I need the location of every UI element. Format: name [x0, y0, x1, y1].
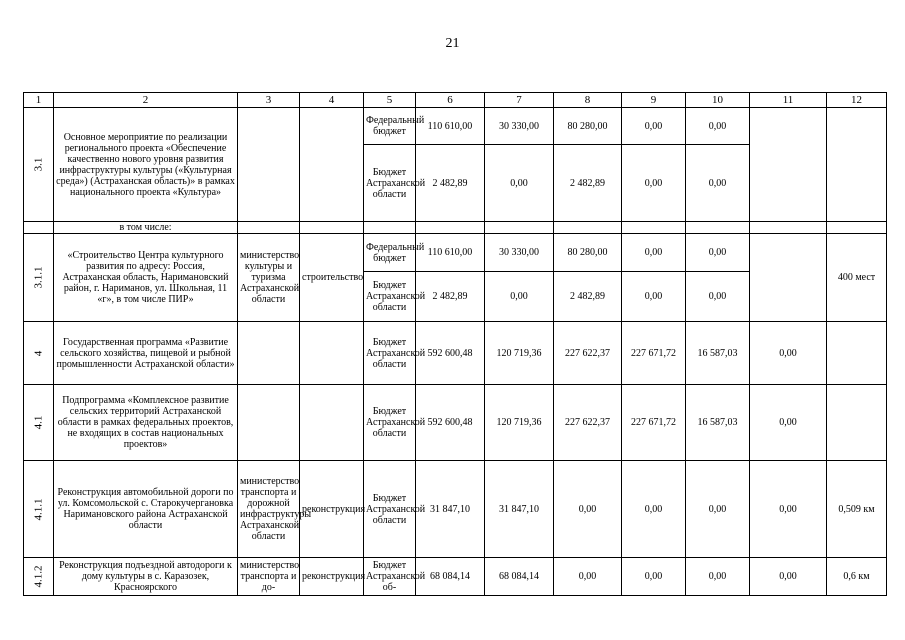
row-code: 4.1.2	[32, 565, 44, 588]
cell: 0,00	[622, 234, 686, 272]
row-code: 3.1.1	[32, 266, 44, 289]
funding-source: Бюджет Астраханской об-	[364, 558, 416, 596]
table-row	[24, 222, 887, 234]
col-header: 7	[485, 93, 554, 108]
col-header: 3	[238, 93, 300, 108]
cell: 0,00	[686, 108, 750, 145]
col-header: 6	[416, 93, 485, 108]
cell: 227 622,37	[554, 322, 622, 385]
row-name: Реконструкция подъездной автодороги к дому культуры в с. Каразозек, Красноярского	[54, 558, 238, 596]
funding-source: Бюджет Астраханской области	[364, 272, 416, 322]
cell: 68 084,14	[485, 558, 554, 596]
col-header: 11	[750, 93, 827, 108]
executor: министерство культуры и туризма Астраханской области	[238, 234, 300, 322]
work-type: реконструкция	[300, 558, 364, 596]
col-header: 5	[364, 93, 416, 108]
col-header: 10	[686, 93, 750, 108]
cell: 16 587,03	[686, 385, 750, 461]
col-header: 2	[54, 93, 238, 108]
cell: 110 610,00	[416, 234, 485, 272]
col-header: 9	[622, 93, 686, 108]
funding-source: Федеральный бюджет	[364, 108, 416, 145]
cell: 68 084,14	[416, 558, 485, 596]
row-name: Реконструкция автомобильной дороги по ул. Комсомольской с. Старокучергановка Наримановского района Астраханской области	[54, 461, 238, 558]
cell: 30 330,00	[485, 234, 554, 272]
row-code: 4.1	[32, 415, 44, 430]
cell: 2 482,89	[416, 272, 485, 322]
cell: 0,00	[622, 272, 686, 322]
cell: 227 671,72	[622, 385, 686, 461]
page-number: 21	[445, 36, 460, 51]
col-header: 4	[300, 93, 364, 108]
cell: 30 330,00	[485, 108, 554, 145]
cell: 80 280,00	[554, 108, 622, 145]
row-code: 3.1	[32, 157, 44, 172]
work-type: реконструкция	[300, 461, 364, 558]
cell: 31 847,10	[416, 461, 485, 558]
result-value: 400 мест	[827, 234, 887, 322]
cell: 0,00	[554, 558, 622, 596]
col-header: 8	[554, 93, 622, 108]
row-name: Государственная программа «Развитие сельского хозяйства, пищевой и рыбной промышленности Астраханской области»	[54, 322, 238, 385]
cell: 0,6 км	[827, 558, 887, 596]
cell: 2 482,89	[554, 272, 622, 322]
cell: 0,00	[622, 108, 686, 145]
table-row	[24, 385, 887, 461]
cell: 0,509 км	[827, 461, 887, 558]
cell: 0,00	[485, 272, 554, 322]
table-row	[24, 234, 887, 272]
cell: 0,00	[686, 145, 750, 222]
program-table	[23, 92, 887, 596]
col-header: 1	[24, 93, 54, 108]
row-code: 4	[32, 350, 44, 356]
cell: 0,00	[554, 461, 622, 558]
cell: 227 671,72	[622, 322, 686, 385]
cell: 0,00	[622, 461, 686, 558]
table-row	[24, 108, 887, 145]
row-name: «Строительство Центра культурного развития по адресу: Россия, Астраханская область, Наримановский район, г. Нариманов, ул. Школьная, 11 «г», в том числе ПИР»	[54, 234, 238, 322]
cell: 0,00	[622, 145, 686, 222]
table-row	[24, 461, 887, 558]
funding-source: Федеральный бюджет	[364, 234, 416, 272]
funding-source: Бюджет Астраханской области	[364, 322, 416, 385]
cell: 0,00	[750, 558, 827, 596]
executor: министерство транспорта и до-	[238, 558, 300, 596]
cell: 0,00	[622, 558, 686, 596]
cell: 0,00	[485, 145, 554, 222]
row-name: Основное мероприятие по реализации регионального проекта «Обеспечение качественно нового уровня развития инфраструктуры культуры («Культурная среда») (Астраханская область)» в рамках национального проекта «Культура»	[54, 108, 238, 222]
cell: 31 847,10	[485, 461, 554, 558]
cell: 227 622,37	[554, 385, 622, 461]
funding-source: Бюджет Астраханской области	[364, 145, 416, 222]
table-row	[24, 322, 887, 385]
row-code: 4.1.1	[32, 498, 44, 520]
cell: 592 600,48	[416, 322, 485, 385]
col-header: 12	[827, 93, 887, 108]
work-type: строительство	[300, 234, 364, 322]
cell: 0,00	[750, 461, 827, 558]
cell: 0,00	[750, 385, 827, 461]
cell: 120 719,36	[485, 385, 554, 461]
cell: 80 280,00	[554, 234, 622, 272]
cell: 0,00	[750, 322, 827, 385]
cell: 2 482,89	[416, 145, 485, 222]
cell: 0,00	[686, 558, 750, 596]
cell: 592 600,48	[416, 385, 485, 461]
executor: министерство транспорта и дорожной инфраструктуры Астраханской области	[238, 461, 300, 558]
funding-source: Бюджет Астраханской области	[364, 385, 416, 461]
including-label: в том числе:	[54, 222, 238, 234]
cell: 0,00	[686, 272, 750, 322]
cell: 0,00	[686, 461, 750, 558]
cell: 2 482,89	[554, 145, 622, 222]
funding-source: Бюджет Астраханской области	[364, 461, 416, 558]
header-row	[24, 93, 887, 108]
table-row	[24, 558, 887, 596]
cell: 120 719,36	[485, 322, 554, 385]
row-name: Подпрограмма «Комплексное развитие сельских территорий Астраханской области в рамках федеральных проектов, не входящих в состав национальных проектов»	[54, 385, 238, 461]
cell: 16 587,03	[686, 322, 750, 385]
cell: 110 610,00	[416, 108, 485, 145]
cell: 0,00	[686, 234, 750, 272]
